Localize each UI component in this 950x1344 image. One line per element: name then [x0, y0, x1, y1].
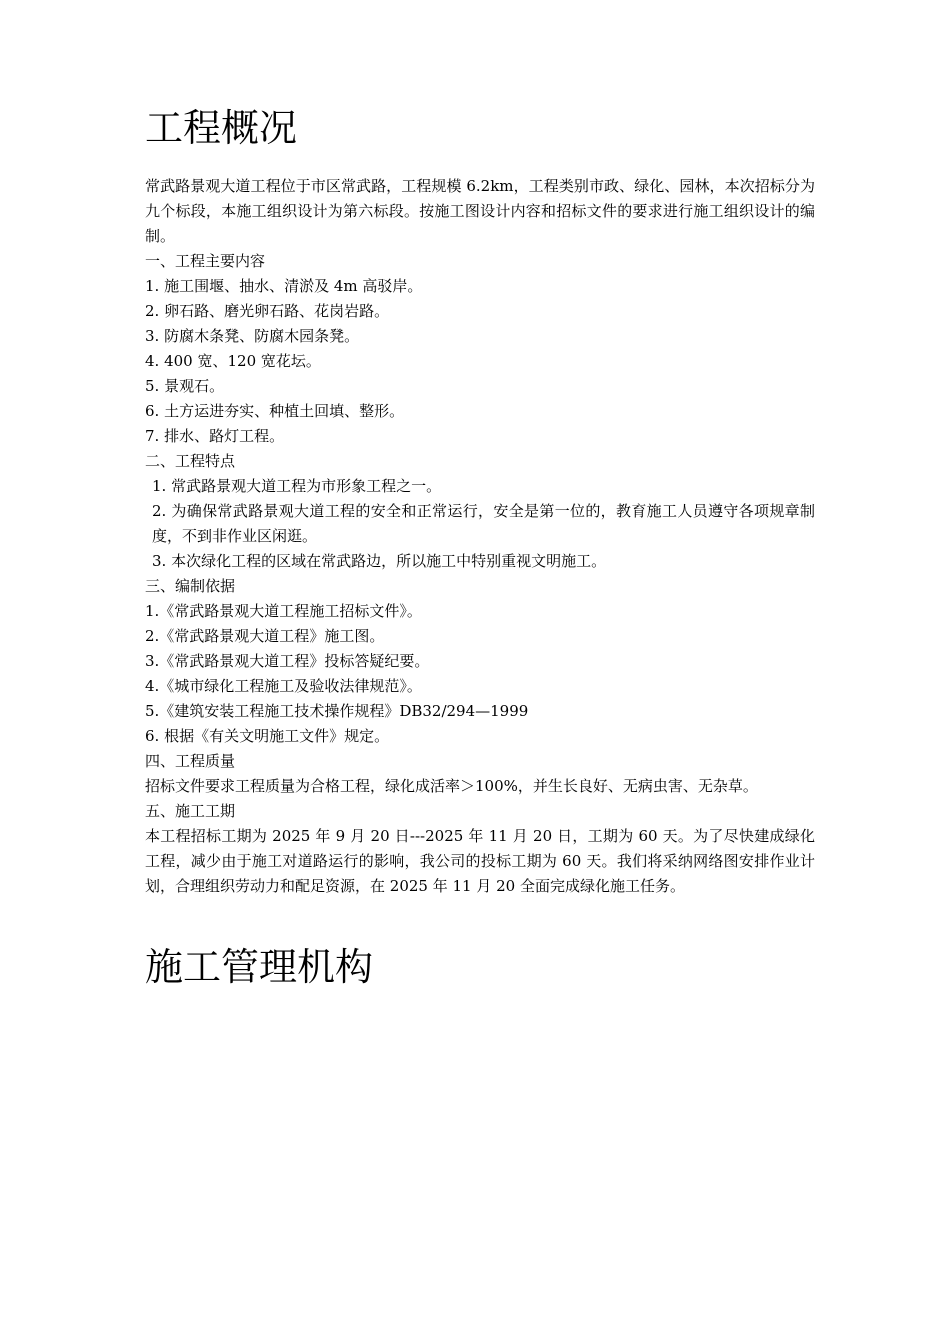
- document-content: [145, 104, 815, 991]
- main-content-item: 1. 施工围堰、抽水、清淤及 4m 高驳岸。: [145, 277, 423, 295]
- schedule-text: 本工程招标工期为 2025 年 9 月 20 日---2025 年 11 月 20 日，工期为 60 天。为了尽快建成绿化工程，减少由于施工对道路运行的影响，我公司的投标工期为 60 天。我们将采纳网络图安排作业计划，合理组织劳动力和配足资源，在 2025 年 11 月 20 全面完成绿化施工任务。: [145, 827, 815, 895]
- basis-item: 5.《建筑安装工程施工技术操作规程》DB32/294—1999: [145, 702, 529, 720]
- schedule-heading: 五、施工工期: [145, 802, 236, 820]
- features-item: 2. 为确保常武路景观大道工程的安全和正常运行，安全是第一位的，教育施工人员遵守各项规章制度，不到非作业区闲逛。: [152, 502, 815, 545]
- main-content-item: 7. 排水、路灯工程。: [145, 427, 285, 445]
- features-item: 1. 常武路景观大道工程为市形象工程之一。: [152, 477, 442, 495]
- basis-item: 3.《常武路景观大道工程》投标答疑纪要。: [145, 652, 430, 670]
- main-content-heading: 一、工程主要内容: [145, 252, 266, 270]
- main-content-item: 5. 景观石。: [145, 377, 225, 395]
- intro-paragraph: 常武路景观大道工程位于市区常武路，工程规模 6.2km，工程类别市政、绿化、园林，本次招标分为九个标段，本施工组织设计为第六标段。按施工图设计内容和招标文件的要求进行施工组织设计的编制。: [145, 177, 815, 245]
- basis-item: 4.《城市绿化工程施工及验收法律规范》。: [145, 677, 422, 695]
- basis-item: 1.《常武路景观大道工程施工招标文件》。: [145, 602, 422, 620]
- basis-heading: 三、编制依据: [145, 577, 236, 595]
- overview-body: [145, 174, 815, 899]
- main-content-item: 6. 土方运进夯实、种植土回填、整形。: [145, 402, 405, 420]
- section-title-management: 施工管理机构: [145, 945, 374, 989]
- quality-heading: 四、工程质量: [145, 752, 236, 770]
- features-item: 3. 本次绿化工程的区域在常武路边，所以施工中特别重视文明施工。: [152, 552, 607, 570]
- basis-item: 6. 根据《有关文明施工文件》规定。: [145, 727, 390, 745]
- main-content-item: 4. 400 宽、120 宽花坛。: [145, 352, 321, 370]
- basis-item: 2.《常武路景观大道工程》施工图。: [145, 627, 385, 645]
- main-content-item: 3. 防腐木条凳、防腐木园条凳。: [145, 327, 360, 345]
- section-title-overview: 工程概况: [145, 106, 298, 150]
- quality-text: 招标文件要求工程质量为合格工程，绿化成活率＞100%，并生长良好、无病虫害、无杂草。: [145, 777, 758, 795]
- features-heading: 二、工程特点: [145, 452, 236, 470]
- main-content-item: 2. 卵石路、磨光卵石路、花岗岩路。: [145, 302, 390, 320]
